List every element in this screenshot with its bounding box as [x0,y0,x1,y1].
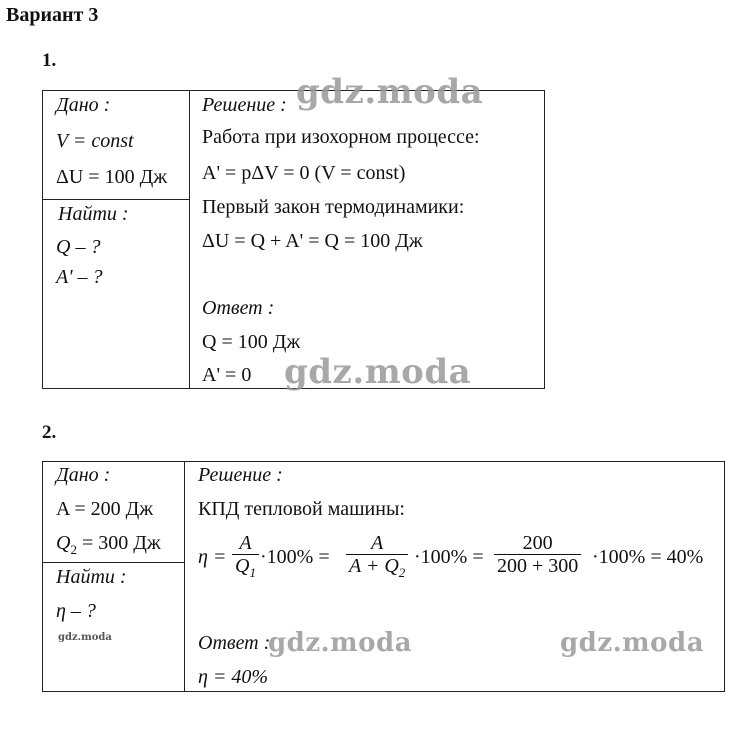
task1-answer-label: Ответ : [202,297,275,319]
formula-mid-2: ·100% = [414,546,484,568]
task1-find-label: Найти : [58,203,129,225]
task1-answer-2: A' = 0 [202,364,252,386]
formula-tail: ·100% = 40% [592,546,704,568]
formula-fraction-1: A $Q_1$ [232,532,259,584]
task1-find-2: A' – ? [56,266,103,288]
watermark-logo: gdz.moda [268,628,413,658]
task1-given-2: ΔU = 100 Дж [56,166,168,188]
task1-line-1: Работа при изохорном процессе: [202,126,480,148]
task2-line-1: КПД тепловой машины: [198,498,405,520]
task1-solution-label: Решение : [202,94,287,116]
task2-number: 2. [42,422,57,443]
formula-lhs: η = [198,546,227,568]
watermark-logo: gdz.moda [560,628,705,658]
watermark-logo: gdz.moda [284,352,472,392]
task1-line-4: ΔU = Q + A' = Q = 100 Дж [202,230,423,252]
watermark-logo-small: gdz.moda [58,632,112,643]
task1-number: 1. [42,50,57,71]
formula-fraction-3: 200 200 + 300 [494,532,581,577]
task2-answer-label: Ответ : [198,632,271,654]
task1-given-1: V = const [56,130,134,152]
task2-solution-label: Решение : [198,464,283,486]
task2-given-label: Дано : [56,464,111,486]
variant-title: Вариант 3 [6,4,99,26]
task1-line-3: Первый закон термодинамики: [202,196,465,218]
watermark-logo: gdz.moda [296,72,484,112]
task1-find-1: Q – ? [56,236,101,258]
task2-given-2: $Q_2 = 300$ Дж [56,532,161,557]
task2-answer-1: η = 40% [198,666,269,688]
task2-find-1: η – ? [56,600,96,622]
formula-mid-1: ·100% = [260,546,330,568]
formula-fraction-2: A $A + Q_2$ [346,532,408,584]
task1-given-label: Дано : [56,94,111,116]
task1-line-2: A' = pΔV = 0 (V = const) [202,162,406,184]
task2-given-1: A = 200 Дж [56,498,154,520]
task2-find-label: Найти : [56,566,127,588]
task1-answer-1: Q = 100 Дж [202,331,301,353]
